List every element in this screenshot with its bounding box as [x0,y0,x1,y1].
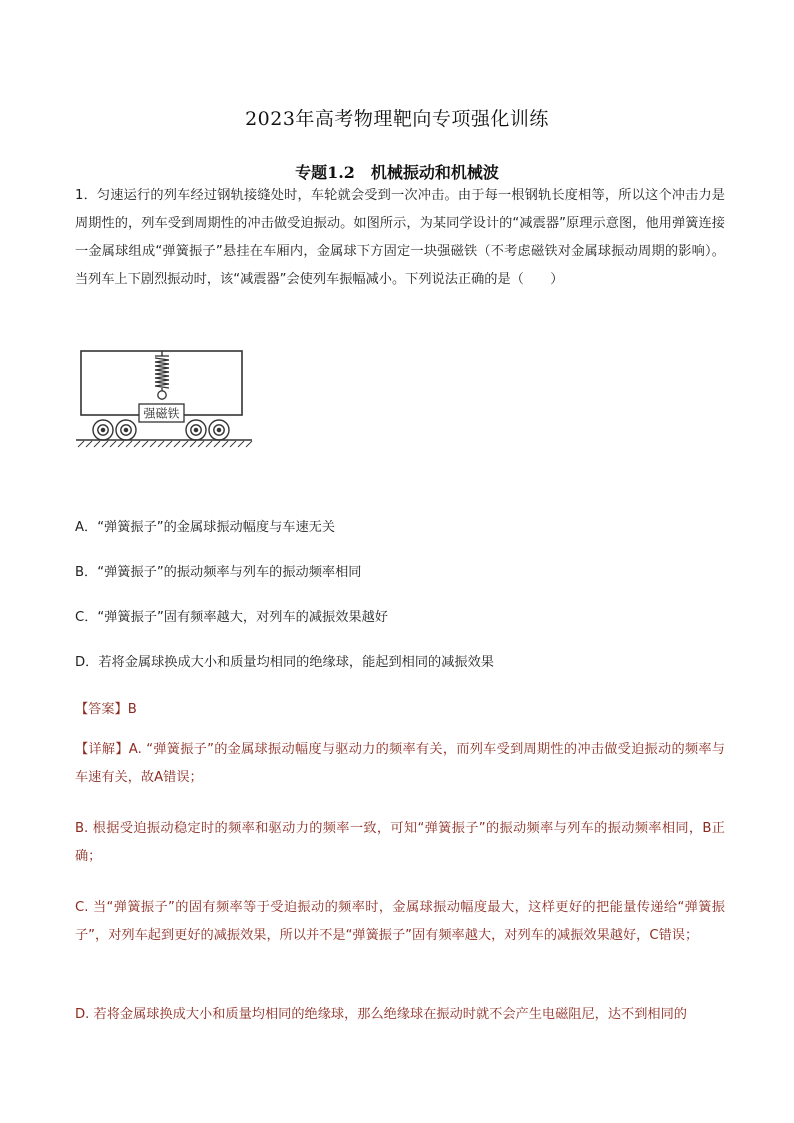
answer-label: 【答案】B [75,702,137,717]
document-title: 2023年高考物理靶向专项强化训练 [245,108,549,130]
spring [155,356,169,391]
question-stem: 1．匀速运行的列车经过钢轨接缝处时，车轮就会受到一次冲击。由于每一根钢轨长度相等，所以这个冲击力是周期性的，列车受到周期性的冲击做受迫振动。如图所示，为某同学设计的“减震器”原理示意图，他用弹簧连接一金属球组成“弹簧振子”悬挂在车厢内，金属球下方固定一块强磁铁（不考虑磁铁对金属球振动周期的影响）。当列车上下剧烈振动时，该“减震器”会使列车振幅减小。下列说法正确的是（ ） [75,188,725,287]
metal-ball [158,391,166,399]
option-a: A．“弹簧振子”的金属球振动幅度与车速无关 [75,520,336,535]
option-c: C．“弹簧振子”固有频率越大，对列车的减振效果越好 [75,610,388,625]
explanation-d: D. 若将金属球换成大小和质量均相同的绝缘球，那么绝缘球在振动时就不会产生电磁阻尼，达不到相同的 [75,1007,687,1022]
damper-diagram [76,346,266,450]
option-d: D．若将金属球换成大小和质量均相同的绝缘球，能起到相同的减振效果 [75,655,494,670]
ground-hatching [78,441,252,447]
explanation-a: 【详解】A. “弹簧振子”的金属球振动幅度与驱动力的频率有关，而列车受到周期性的冲击做受迫振动的频率与车速有关，故A错误； [75,742,725,785]
explanation-b: B. 根据受迫振动稳定时的频率和驱动力的频率一致，可知“弹簧振子”的振动频率与列车的振动频率相同，B正确； [75,821,725,864]
magnet-label: 强磁铁 [143,406,180,421]
option-b: B．“弹簧振子”的振动频率与列车的振动频率相同 [75,565,362,580]
document-subtitle: 专题1.2 机械振动和机械波 [295,163,499,182]
explanation-c: C. 当“弹簧振子”的固有频率等于受迫振动的频率时，金属球振动幅度最大，这样更好的把能量传递给“弹簧振子”，对列车起到更好的减振效果，所以并不是“弹簧振子”固有频率越大，对列车的减振效果越好，C错误； [75,900,725,943]
wheels [93,420,229,440]
